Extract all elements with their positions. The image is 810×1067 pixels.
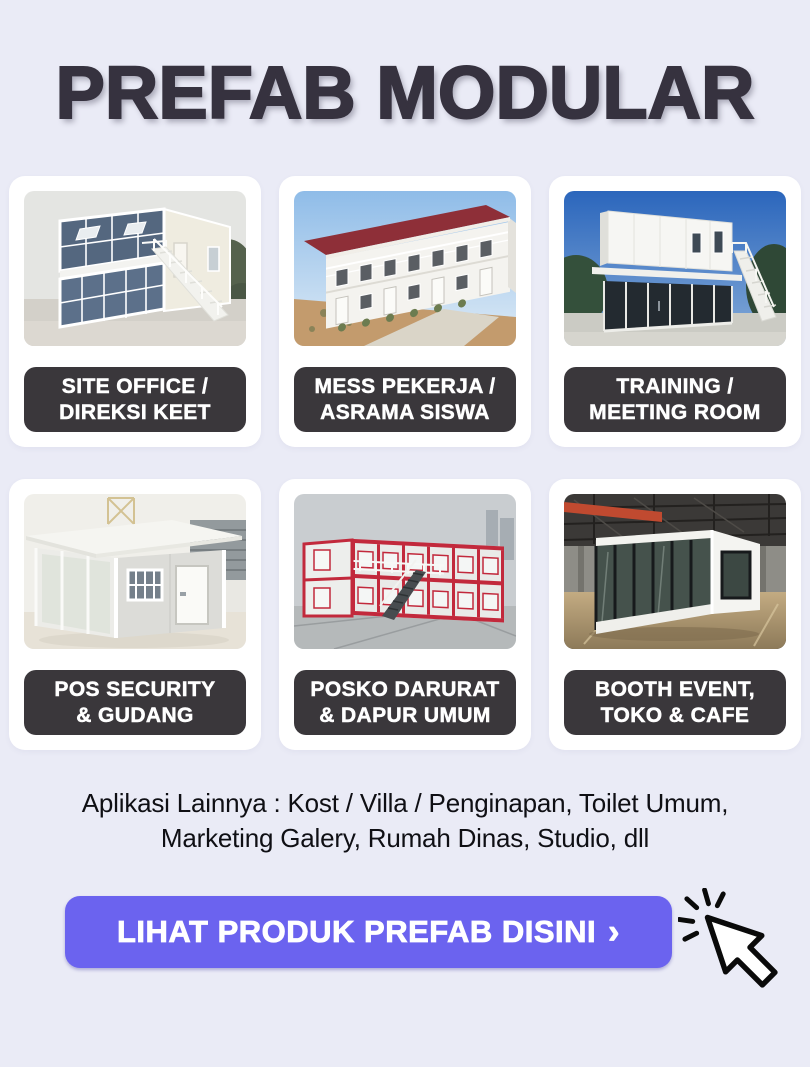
card-label-line: POS SECURITY xyxy=(54,677,216,701)
mess-pekerja-photo-illustration xyxy=(294,191,516,346)
card-training-meeting xyxy=(549,176,801,447)
training-meeting-photo-illustration xyxy=(564,191,786,346)
pos-security-photo xyxy=(24,494,246,649)
booth-event-photo-illustration xyxy=(564,494,786,649)
page-title: PREFAB MODULAR xyxy=(55,51,755,134)
card-label-booth-event xyxy=(564,670,786,735)
card-mess-pekerja xyxy=(279,176,531,447)
card-label-site-office xyxy=(24,367,246,432)
card-label-mess-pekerja xyxy=(294,367,516,432)
product-cards-grid xyxy=(0,176,810,750)
applications-note-line2: Marketing Galery, Rumah Dinas, Studio, dll xyxy=(160,823,650,853)
card-label-training-meeting xyxy=(564,367,786,432)
booth-event-photo xyxy=(564,494,786,649)
posko-darurat-photo xyxy=(294,494,516,649)
card-label-line: MESS PEKERJA / xyxy=(314,374,496,398)
card-label-line: TOKO & CAFE xyxy=(600,703,750,727)
applications-note-line1: Aplikasi Lainnya : Kost / Villa / Penginapan, Toilet Umum, xyxy=(81,788,729,818)
site-office-photo xyxy=(24,191,246,346)
click-cursor-icon xyxy=(678,888,796,1006)
card-label-line: TRAINING / xyxy=(616,374,734,398)
pos-security-photo-illustration xyxy=(24,494,246,649)
prefab-modular-banner xyxy=(0,51,810,1067)
card-label-line: SITE OFFICE / xyxy=(61,374,209,398)
card-posko-darurat xyxy=(279,479,531,750)
mess-pekerja-photo xyxy=(294,191,516,346)
card-label-pos-security xyxy=(24,670,246,735)
card-label-posko-darurat xyxy=(294,670,516,735)
card-label-line: & GUDANG xyxy=(76,703,194,727)
card-label-line: ASRAMA SISWA xyxy=(320,400,490,424)
training-meeting-photo xyxy=(564,191,786,346)
applications-note xyxy=(0,786,810,856)
card-label-line: & DAPUR UMUM xyxy=(319,703,491,727)
card-pos-security xyxy=(9,479,261,750)
chevron-right-icon: › xyxy=(608,913,620,951)
site-office-photo-illustration xyxy=(24,191,246,346)
card-site-office xyxy=(9,176,261,447)
card-label-line: POSKO DARURAT xyxy=(310,677,500,701)
posko-darurat-photo-illustration xyxy=(294,494,516,649)
card-booth-event xyxy=(549,479,801,750)
card-label-line: BOOTH EVENT, xyxy=(595,677,755,701)
card-label-line: MEETING ROOM xyxy=(589,400,761,424)
cta-row xyxy=(0,896,810,1011)
cta-button[interactable] xyxy=(65,896,672,968)
cta-button-label: LIHAT PRODUK PREFAB DISINI xyxy=(117,914,597,949)
card-label-line: DIREKSI KEET xyxy=(59,400,211,424)
